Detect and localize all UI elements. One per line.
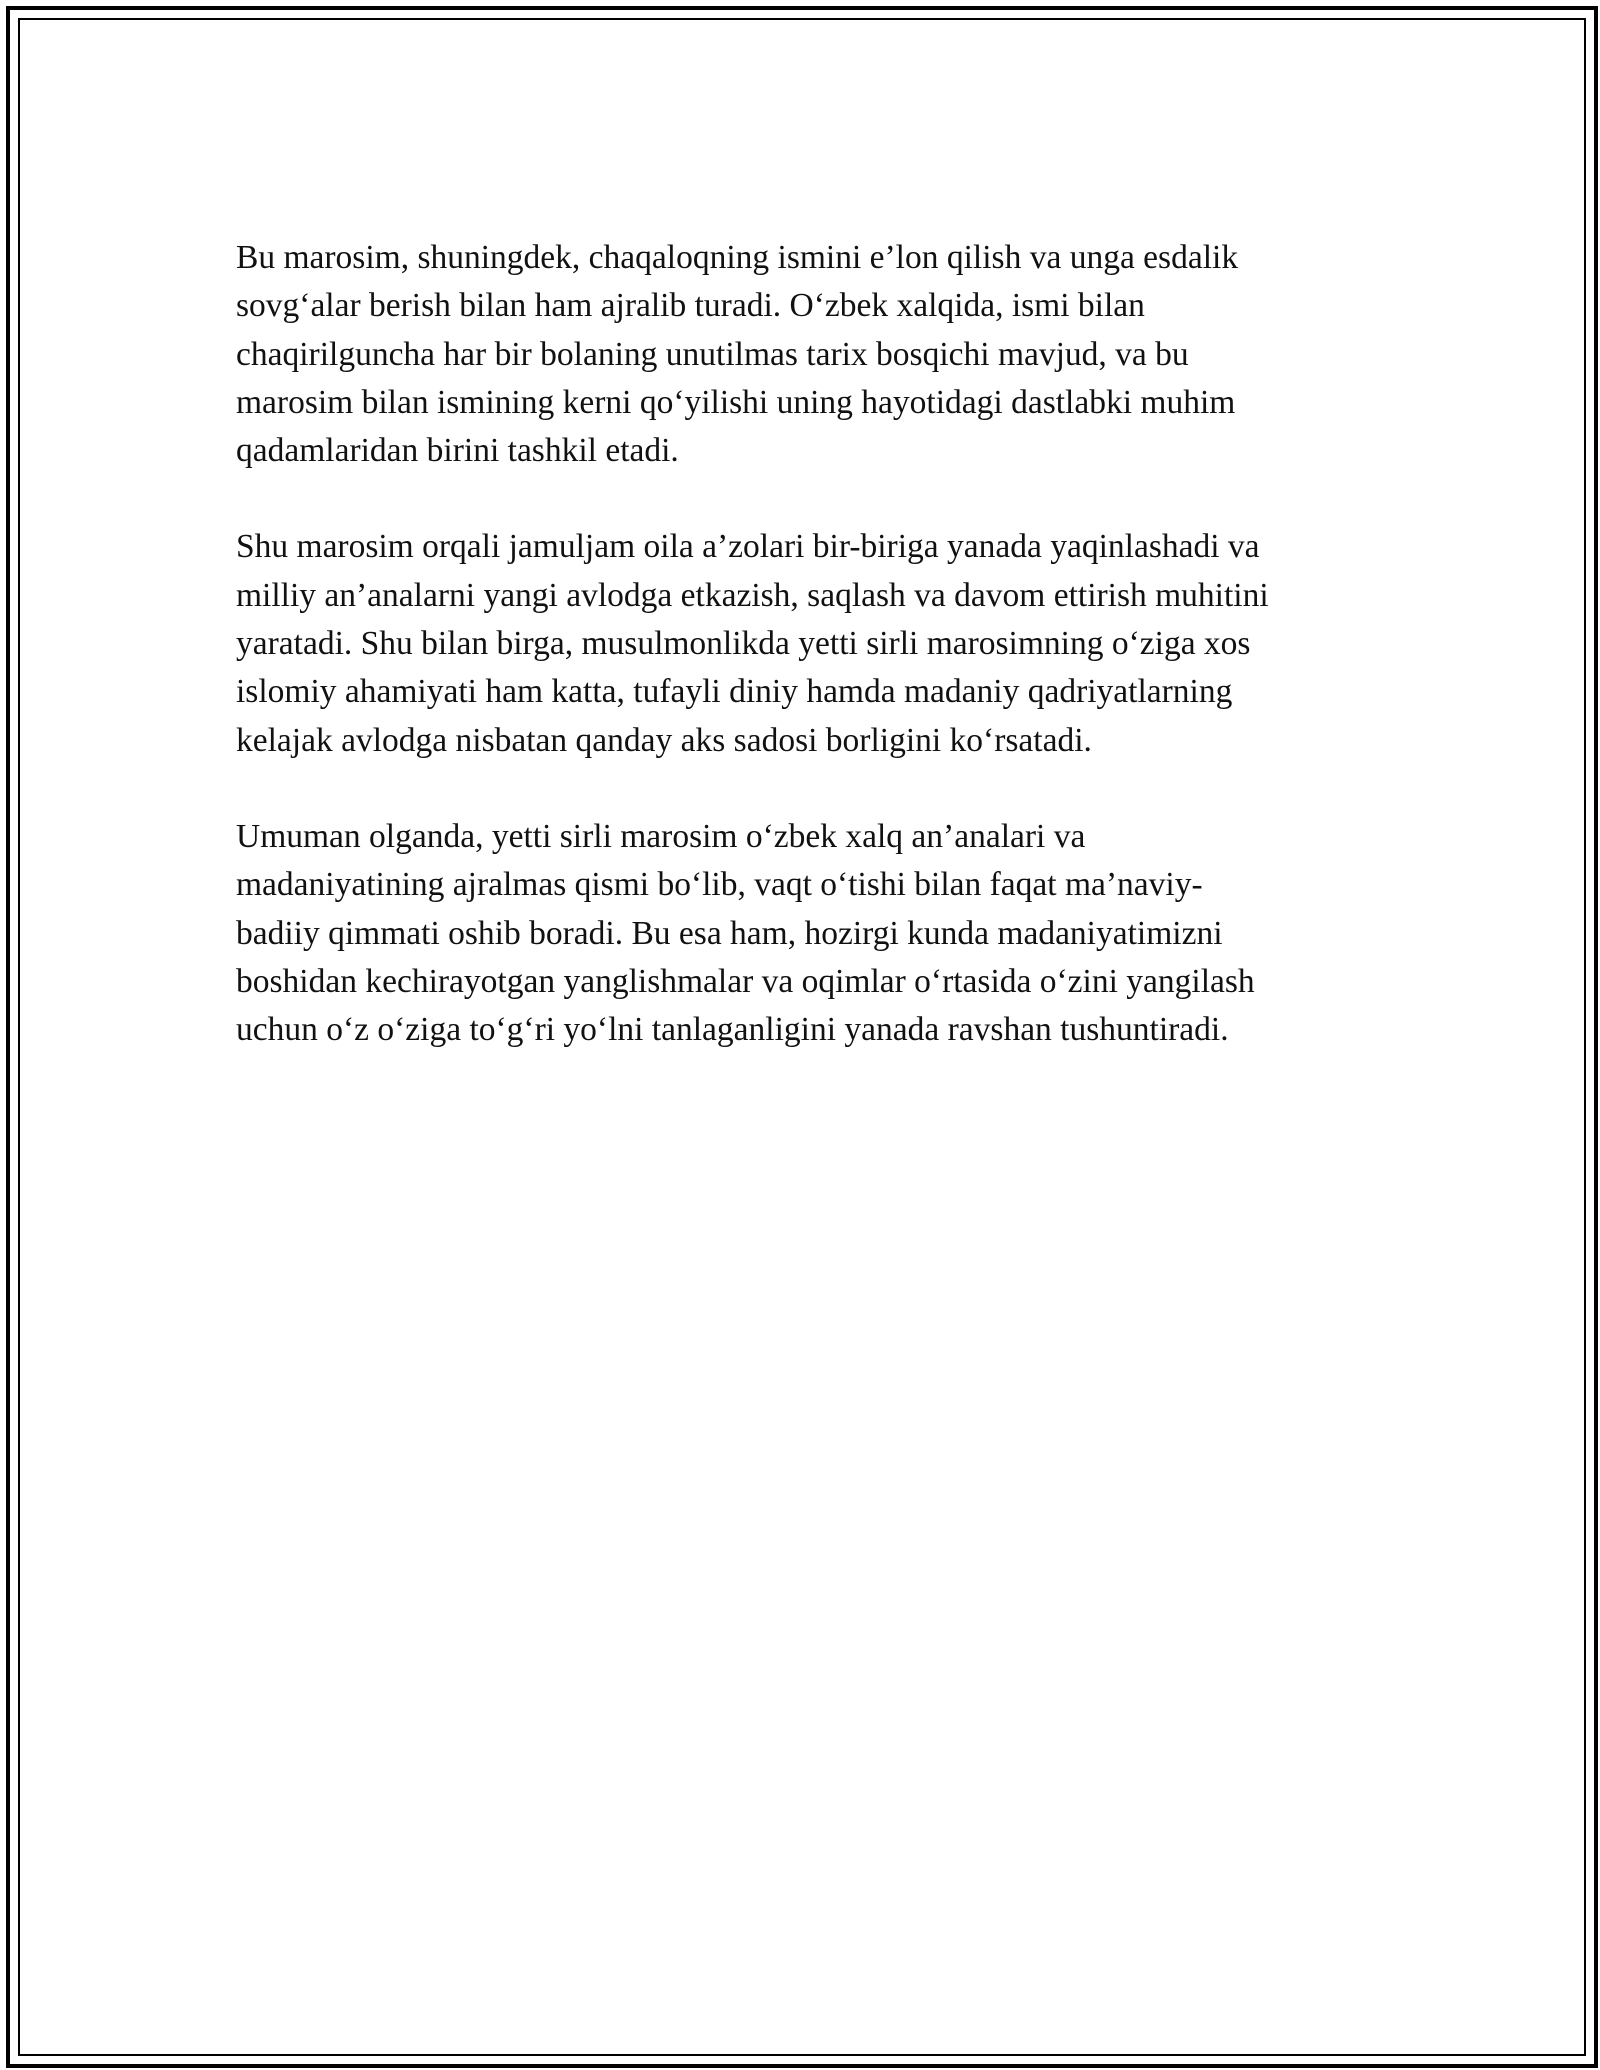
text-line: Bu marosim, shuningdek, chaqaloqning ismini e’lon qilish va unga esdalik bbox=[236, 239, 1239, 276]
text-line: milliy an’analarni yangi avlodga etkazish, saqlash va davom ettirish muhitini bbox=[236, 576, 1269, 614]
text-line: Shu marosim orqali jamuljam oila a’zolari bir-biriga yanada yaqinlashadi va bbox=[236, 528, 1260, 566]
paragraph-1 bbox=[236, 234, 1376, 475]
text-line: madaniyatining ajralmas qismi bo‘lib, vaqt o‘tishi bilan faqat ma’naviy- bbox=[236, 866, 1203, 904]
text-line: sovg‘alar berish bilan ham ajralib turadi. O‘zbek xalqida, ismi bilan bbox=[236, 287, 1145, 325]
text-line: qadamlaridan birini tashkil etadi. bbox=[236, 432, 679, 470]
text-line: yaratadi. Shu bilan birga, musulmonlikda yetti sirli marosimning o‘ziga xos bbox=[236, 625, 1251, 663]
text-line: chaqirilguncha har bir bolaning unutilmas tarix bosqichi mavjud, va bu bbox=[236, 335, 1189, 373]
document-body bbox=[236, 234, 1376, 1102]
text-line: kelajak avlodga nisbatan qanday aks sadosi borligini ko‘rsatadi. bbox=[236, 721, 1092, 759]
text-line: boshidan kechirayotgan yanglishmalar va oqimlar o‘rtasida o‘zini yangilash bbox=[236, 962, 1255, 1000]
text-line: uchun o‘z o‘ziga to‘g‘ri yo‘lni tanlaganligini yanada ravshan tushuntiradi. bbox=[236, 1011, 1229, 1049]
text-line: Umuman olganda, yetti sirli marosim o‘zbek xalq an’analari va bbox=[236, 817, 1086, 855]
text-line: badiiy qimmati oshib boradi. Bu esa ham, hozirgi kunda madaniyatimizni bbox=[236, 914, 1223, 952]
paragraph-2 bbox=[236, 523, 1376, 764]
paragraph-3 bbox=[236, 813, 1376, 1054]
text-line: marosim bilan ismining kerni qo‘yilishi uning hayotidagi dastlabki muhim bbox=[236, 383, 1236, 421]
text-line: islomiy ahamiyati ham katta, tufayli diniy hamda madaniy qadriyatlarning bbox=[236, 673, 1233, 711]
